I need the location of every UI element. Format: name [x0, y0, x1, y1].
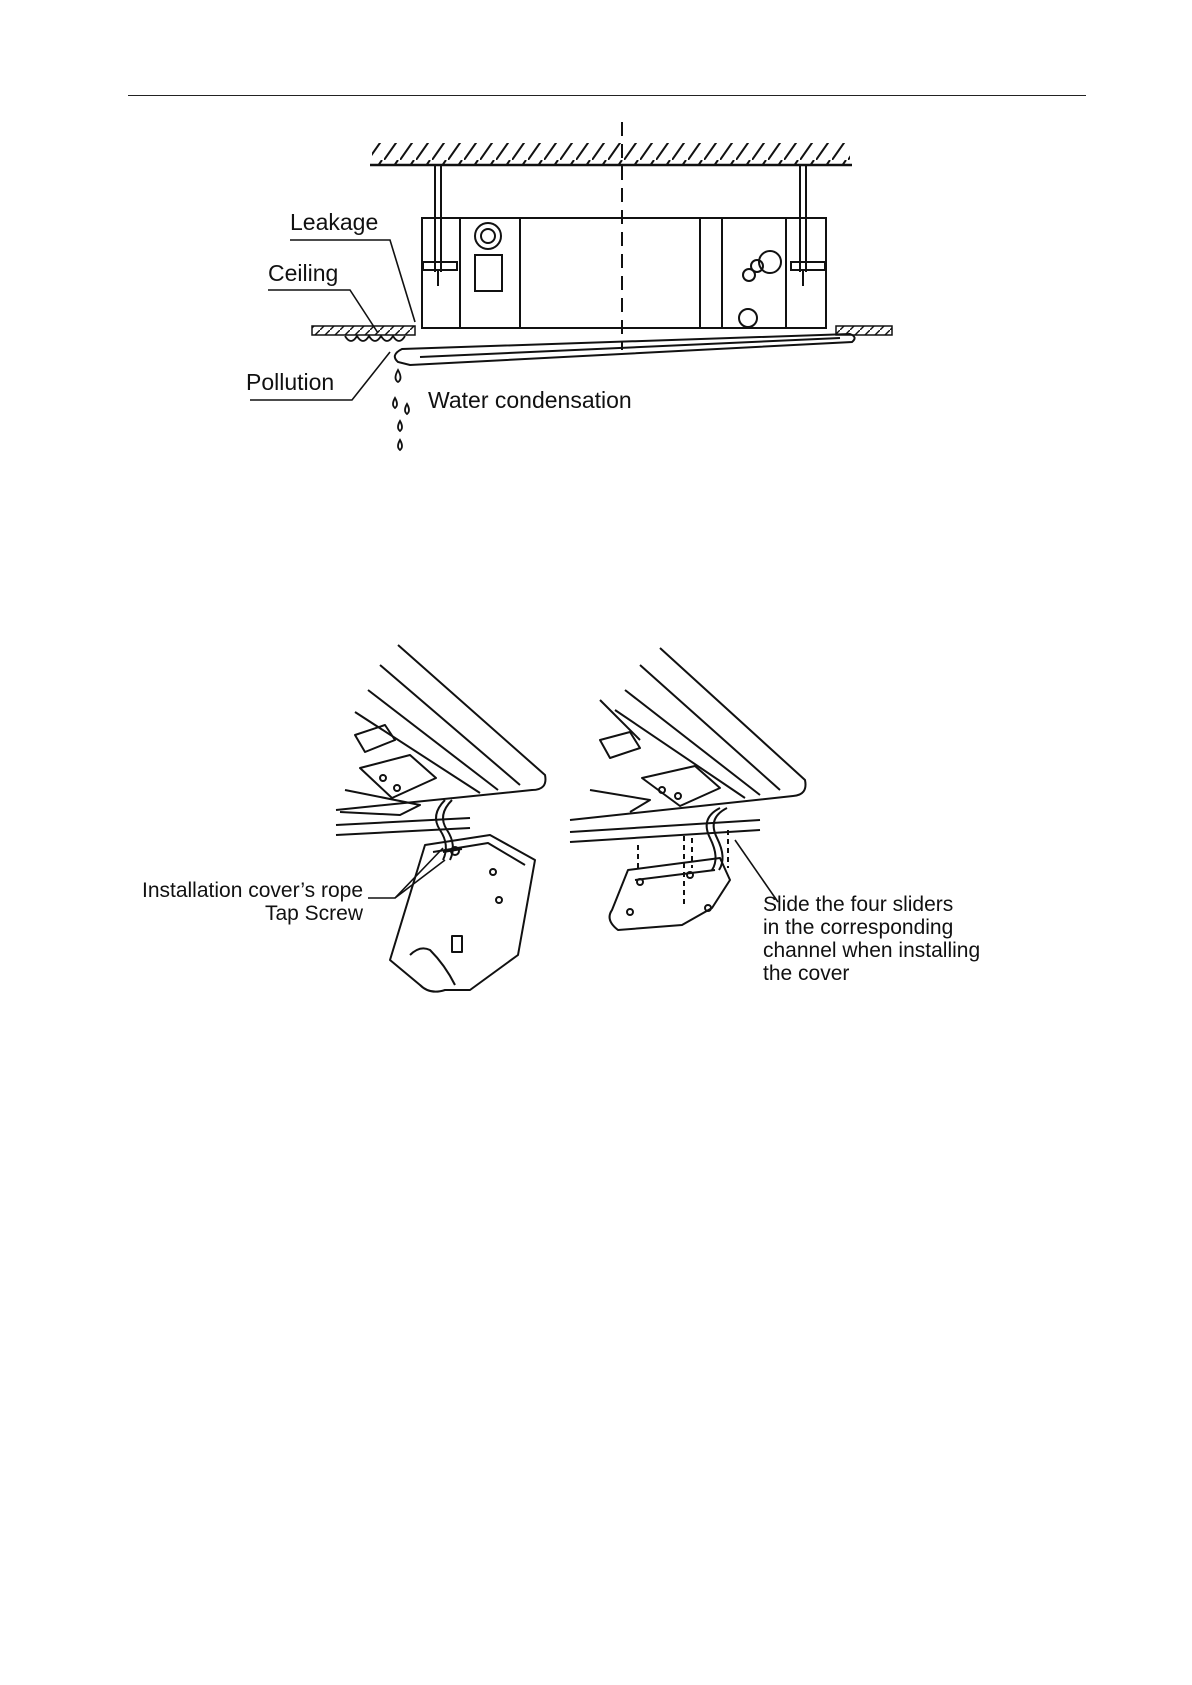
label-rope: Installation cover’s rope: [141, 879, 363, 902]
water-droplets: [393, 370, 409, 450]
label-leakage: Leakage: [290, 209, 379, 235]
label-slide-line1: Slide the four sliders: [763, 893, 954, 916]
condensation-diagram: [0, 110, 1192, 460]
label-pollution: Pollution: [246, 369, 335, 395]
cover-installation-diagram: [0, 630, 1192, 1000]
label-water-condensation: Water condensation: [428, 387, 632, 413]
header-rule: [128, 95, 1086, 96]
tilted-panel: [395, 334, 855, 365]
unit-body: [422, 218, 826, 328]
cover-installation-svg: [0, 630, 1192, 1000]
left-sketch: [336, 645, 545, 992]
right-sketch: [570, 648, 806, 930]
label-slide-line3: channel when installing: [763, 939, 981, 962]
label-tap-screw: Tap Screw: [264, 902, 363, 925]
pollution-marks: [345, 336, 405, 341]
label-ceiling: Ceiling: [268, 260, 339, 286]
label-slide-line2: in the corresponding: [763, 916, 954, 939]
condensation-diagram-svg: [0, 110, 1192, 460]
label-slide-line4: the cover: [763, 962, 850, 985]
upper-ceiling: [370, 143, 852, 165]
fig2-leader-lines: [368, 840, 778, 902]
